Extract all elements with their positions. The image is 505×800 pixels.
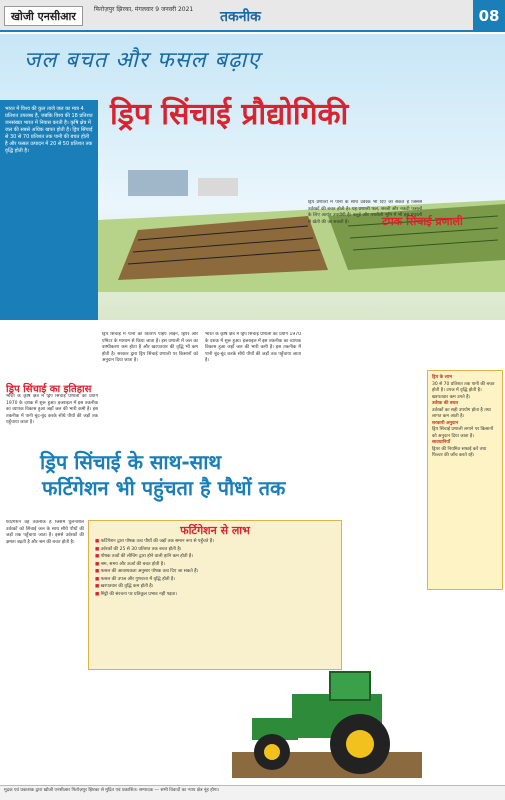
intro-sidebar [0, 100, 98, 320]
article-column-middle: ड्रिप सिंचाई में पानी का वितरण पाइप लाइन, ड्रिपर और एमिटर के माध्यम से किया जाता है। इस प्रणाली में जल का वाष्पीकरण कम होता है और खरपतवार की वृद्धि भी कम होती है। सरकार द्वारा ड्रिप सिंचाई प्रणाली पर किसानों को अनुदान दिया जाता है। [102, 332, 198, 363]
fertigation-heading-line1: ड्रिप सिंचाई के साथ-साथ [40, 450, 222, 474]
intro-text: भारत में विश्व की कुल ताजे जल का मात्र 4 प्रतिशत उपलब्ध है, जबकि विश्व की 18 प्रतिशत जनसंख्या भारत में निवास करती है। कृषि क्षेत्र में जल की सबसे अधिक खपत होती है। ड्रिप सिंचाई से 30 से 70 प्रतिशत तक पानी की बचत होती है और फसल उत्पादन में 20 से 50 प्रतिशत तक वृद्धि होती है। [5, 106, 93, 154]
pump-house-icon [198, 178, 238, 196]
fertigation-text: फर्टिगेशन वह तकनीक है जिसमें घुलनशील उर्वरकों को सिंचाई जल के साथ सीधे पौधों की जड़ों तक पहुँचाया जाता है। इससे उर्वरकों की क्षमता बढ़ती है और श्रम की बचत होती है। [6, 520, 84, 545]
page-footer: मुद्रक एवं प्रकाशक द्वारा खोजी एनसीआर फिरोज़पुर झिरका से मुद्रित एवं प्रकाशित। सम्पादक — सभी विवादों का न्याय क्षेत्र नूंह होगा। [0, 785, 505, 800]
benefit-item: ■ फसल की उपज और गुणवत्ता में वृद्धि होती है। [95, 577, 335, 584]
benefit-item: ■ श्रम, समय और ऊर्जा की बचत होती है। [95, 562, 335, 569]
page-title: ड्रिप सिंचाई प्रौद्योगिकी [110, 97, 349, 132]
benefit-item: ■ उर्वरकों की 25 से 30 प्रतिशत तक बचत होती है। [95, 547, 335, 554]
page-number: 08 [473, 0, 505, 32]
benefits-list [95, 539, 335, 598]
facts-sidebar: ड्रिप के लाभ 30 से 70 प्रतिशत तक पानी की बचत होती है। उपज में वृद्धि होती है। खरपतवार कम उगते हैं। उर्वरक की बचत उर्वरकों का सही उपयोग होता है तथा लागत कम आती है। सरकारी अनुदान ड्रिप सिंचाई प्रणाली लगाने पर किसानों को अनुदान दिया जाता है। सावधानियाँ ड्रिपर की नियमित सफाई करें तथा फिल्टर की जाँच करते रहें। [427, 370, 503, 590]
history-heading: ड्रिप सिंचाई का इतिहास [6, 384, 92, 395]
page-header [0, 0, 505, 32]
drip-irrigation-illustration [98, 130, 505, 292]
hero-banner [0, 34, 505, 320]
benefit-item: ■ मिट्टी की संरचना पर प्रतिकूल प्रभाव नहीं पड़ता। [95, 592, 335, 599]
benefits-box [88, 520, 342, 670]
tagline: जल बचत और फसल बढ़ाए [24, 48, 261, 73]
brand-logo: खोजी एनसीआर [4, 6, 83, 26]
benefit-item: ■ खरपतवार की वृद्धि कम होती है। [95, 584, 335, 591]
article-column-right: ड्रिप प्रणाली में पानी के साथ उर्वरक भी दिए जा सकते हैं जिससे उर्वरकों की बचत होती है। यह प्रणाली फल, सब्जी और नकदी फसलों के लिए अत्यंत उपयोगी है। बलुई और पथरीली भूमि में भी इस प्रणाली से खेती की जा सकती है। [308, 200, 422, 225]
benefit-item: ■ पोषक तत्वों की लीचिंग द्वारा होने वाली हानि कम होती है। [95, 554, 335, 561]
section-name: तकनीक [220, 9, 261, 25]
subhead-drip-system: टपक सिंचाई प्रणाली [382, 215, 463, 228]
water-tank-icon [128, 170, 188, 196]
article-column-middle-2: भारत के कृषि क्षेत्र में ड्रिप सिंचाई प्रणाली का प्रयोग 1970 के दशक में शुरू हुआ। इजराइल में इस तकनीक का व्यापक विकास हुआ जहाँ जल की भारी कमी है। इस तकनीक में पानी बूंद-बूंद करके सीधे पौधों की जड़ों तक पहुँचाया जाता है। [205, 332, 301, 363]
history-text: भारत के कृषि क्षेत्र में ड्रिप सिंचाई प्रणाली का प्रयोग 1970 के दशक में शुरू हुआ। इजराइल में इस तकनीक का व्यापक विकास हुआ जहाँ जल की भारी कमी है। इस तकनीक में पानी बूंद-बूंद करके सीधे पौधों की जड़ों तक पहुँचाया जाता है। [6, 394, 98, 425]
benefits-title: फर्टिगेशन से लाभ [180, 524, 250, 537]
tractor-icon [232, 660, 422, 778]
fertigation-heading-line2: फर्टिगेशन भी पहुंचता है पौधों तक [42, 476, 286, 500]
benefit-item: ■ फसल की आवश्यकता अनुसार पोषक तत्व दिए जा सकते हैं। [95, 569, 335, 576]
benefit-item: ■ फर्टिगेशन द्वारा पोषक तत्व पौधों की जड़ों तक समान रूप से पहुँचते हैं। [95, 539, 335, 546]
dateline: फिरोज़पुर झिरका, मंगलवार 9 जनवरी 2021 [94, 6, 194, 13]
